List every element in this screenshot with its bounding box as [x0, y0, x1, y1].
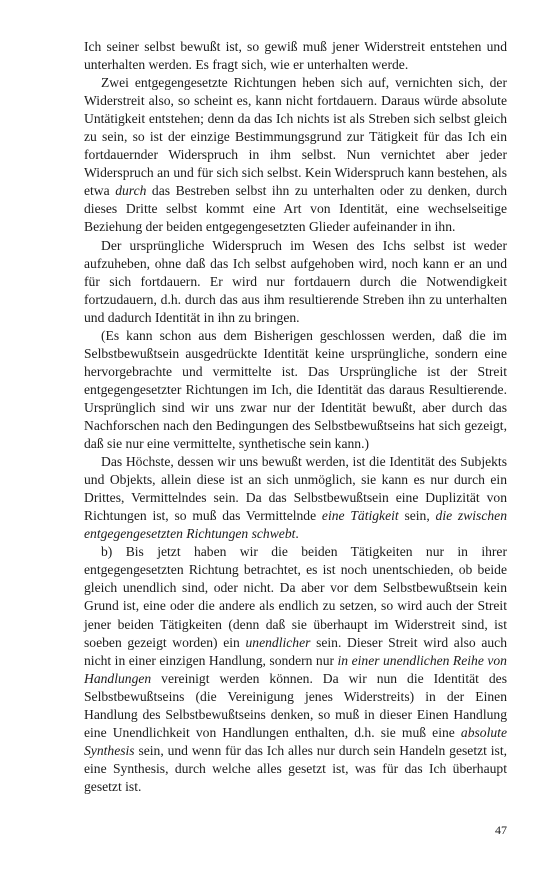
- text-run: b) Bis jetzt haben wir die beiden Tätigkeiten nur in ihrer entgegengesetzten Richtung betrachtet, es ist noch unentschieden, ob beide gleich unendlich sind, oder nicht. Da aber vor dem Selbstbewußtsein kein Grund ist, eine oder die andere als endlich zu setzen, so wird auch der Streit jener beiden Tätigkeiten (denn daß sie überhaupt im Widerstreit sind, ist soeben gezeigt worden) ein: [84, 544, 507, 650]
- paragraph: [84, 237, 507, 327]
- italic-text: durch: [115, 183, 147, 199]
- text-run: vereinigt werden können. Da wir nun die Identität des Selbstbewußtseins (die Vereinigung jenes Widerstreits) in der Einen Handlung des Selbstbewußtseins denken, so muß in dieser Einen Handlung eine Unendlichkeit von Handlungen enthalten, d.h. sie muß eine: [84, 670, 507, 740]
- italic-text: die zwischen entgegengesetzten Richtungen schwebt: [84, 508, 507, 542]
- text-run: sein. Dieser Streit wird also auch nicht in einer einzigen Handlung, sondern nur: [84, 634, 507, 668]
- text-run: Der ursprüngliche Widerspruch im Wesen des Ichs selbst ist weder aufzuheben, ohne daß das Ich selbst aufgehoben wird, noch kann er an und für sich fortdauern. Er wird nur fortdauern durch die Notwendigkeit fortzudauern, d.h. durch das aus ihm resultierende Streben ihn zu unterhalten und dadurch Identität in ihn zu bringen.: [84, 237, 507, 325]
- text-run: (Es kann schon aus dem Bisherigen geschlossen werden, daß die im Selbstbewußtsein ausgedrückte Identität keine ursprüngliche, sondern eine hervorgebrachte und vermittelte ist. Das Ursprüngliche ist der Streit entgegengesetzter Richtungen im Ich, die Identität das daraus Resultierende. Ursprünglich sind wir uns zwar nur der Identität bewußt, aber durch das Nachforschen nach den Bedingungen des Selbstbewußtseins hat sich gezeigt, daß sie nur eine vermittelte, synthetische sein kann.): [84, 327, 507, 452]
- text-run: Ich seiner selbst bewußt ist, so gewiß muß jener Widerstreit entstehen und unterhalten werden. Es fragt sich, wie er unterhalten werde.: [84, 39, 507, 73]
- italic-text: unendlicher: [245, 634, 311, 650]
- italic-text: eine Tätigkeit: [321, 508, 399, 524]
- text-run: Das Höchste, dessen wir uns bewußt werden, ist die Identität des Subjekts und Objekts, allein diese ist an sich unmöglich, sie kann es nur durch ein Drittes, Vermittelndes sein. Da das Selbstbewußtsein eine Duplizität von Richtungen ist, so muß das Vermittelnde: [84, 454, 507, 524]
- italic-text: absolute Synthesis: [84, 724, 507, 758]
- text-run: .: [295, 526, 299, 542]
- text-run: sein, und wenn für das Ich alles nur durch sein Handeln gesetzt ist, eine Synthesis, durch welche alles gesetzt ist, was für das Ich überhaupt gesetzt ist.: [84, 742, 507, 794]
- body-text: [84, 38, 507, 796]
- paragraph: [84, 38, 507, 74]
- text-run: Zwei entgegengesetzte Richtungen heben sich auf, vernichten sich, der Widerstreit also, so scheint es, kann nicht fortdauern. Daraus würde absolute Untätigkeit entstehen; denn da das Ich nichts ist als Streben sich selbst gleich zu sein, so ist der einzige Bestimmungsgrund zur Tätigkeit für das Ich ein fortdauernder Widerspruch in ihm selbst. Nun vernichtet aber jeder Widerspruch an und für sich sich selbst. Kein Widerspruch kann bestehen, als etwa: [84, 75, 507, 199]
- paragraph: [84, 453, 507, 543]
- paragraph: [84, 543, 507, 796]
- page-number: 47: [495, 823, 507, 837]
- paragraph: [84, 74, 507, 236]
- text-run: sein,: [398, 508, 436, 524]
- text-run: das Bestreben selbst ihn zu unterhalten oder zu denken, durch dieses Dritte selbst kommt eine Art von Identität, eine wechselseitige Beziehung der beiden entgegengesetzten Glieder aufeinander in ihn.: [84, 183, 508, 235]
- paragraph: [84, 327, 507, 453]
- italic-text: in einer unendlichen Reihe von Handlungen: [84, 652, 507, 686]
